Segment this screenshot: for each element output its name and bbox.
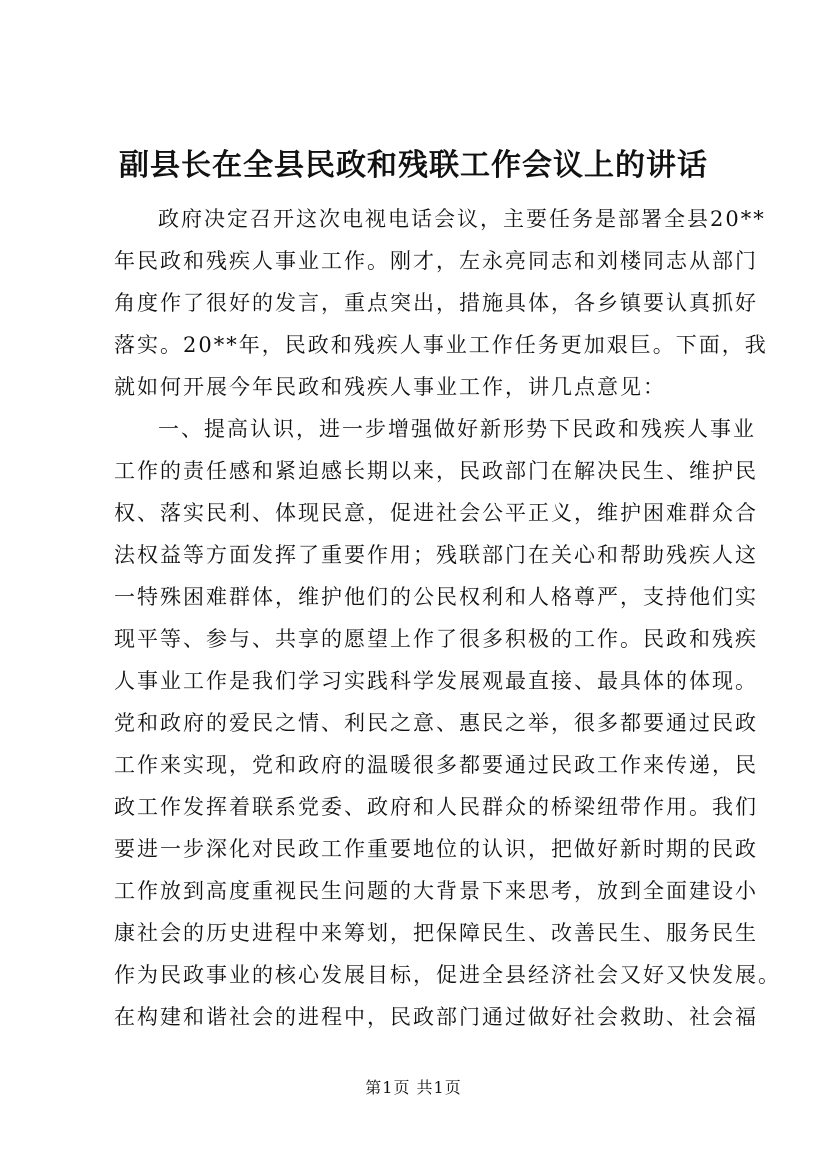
paragraph-line: 要进一步深化对民政工作重要地位的认识，把做好新时期的民政 (114, 837, 758, 861)
paragraph-line: 工作来实现，党和政府的温暖很多都要通过民政工作来传递，民 (114, 753, 758, 777)
paragraph-line: 政府决定召开这次电视电话会议，主要任务是部署全县20** (158, 207, 766, 231)
paragraph-line: 作为民政事业的核心发展目标，促进全县经济社会又好又快发展。 (114, 963, 781, 987)
paragraph-line: 在构建和谐社会的进程中，民政部门通过做好社会救助、社会福 (114, 1005, 758, 1029)
page-number-footer: 第1页 共1页 (365, 1078, 462, 1097)
document-title: 副县长在全县民政和残联工作会议上的讲话 (119, 148, 708, 183)
paragraph-line: 工作的责任感和紧迫感长期以来，民政部门在解决民生、维护民 (114, 459, 758, 483)
paragraph-line: 康社会的历史进程中来筹划，把保障民生、改善民生、服务民生 (114, 921, 758, 945)
paragraph-line: 角度作了很好的发言，重点突出，措施具体，各乡镇要认真抓好 (114, 291, 758, 315)
paragraph-line: 落实。20**年，民政和残疾人事业工作任务更加艰巨。下面，我 (114, 333, 768, 357)
paragraph-line: 权、落实民利、体现民意，促进社会公平正义，维护困难群众合 (114, 501, 758, 525)
paragraph-line: 现平等、参与、共享的愿望上作了很多积极的工作。民政和残疾 (114, 627, 758, 651)
paragraph-line: 就如何开展今年民政和残疾人事业工作，讲几点意见： (114, 375, 666, 399)
document-body (114, 198, 781, 1038)
paragraph-line: 工作放到高度重视民生问题的大背景下来思考，放到全面建设小 (114, 879, 758, 903)
paragraph-line: 人事业工作是我们学习实践科学发展观最直接、最具体的体现。 (114, 669, 758, 693)
paragraph-line: 一、提高认识，进一步增强做好新形势下民政和残疾人事业 (158, 417, 756, 441)
paragraph-line: 党和政府的爱民之情、利民之意、惠民之举，很多都要通过民政 (114, 711, 758, 735)
paragraph-line: 政工作发挥着联系党委、政府和人民群众的桥梁纽带作用。我们 (114, 795, 758, 819)
paragraph-line: 年民政和残疾人事业工作。刚才，左永亮同志和刘楼同志从部门 (114, 249, 758, 273)
paragraph-line: 法权益等方面发挥了重要作用；残联部门在关心和帮助残疾人这 (114, 543, 758, 567)
paragraph-line: 一特殊困难群体，维护他们的公民权利和人格尊严，支持他们实 (114, 585, 758, 609)
